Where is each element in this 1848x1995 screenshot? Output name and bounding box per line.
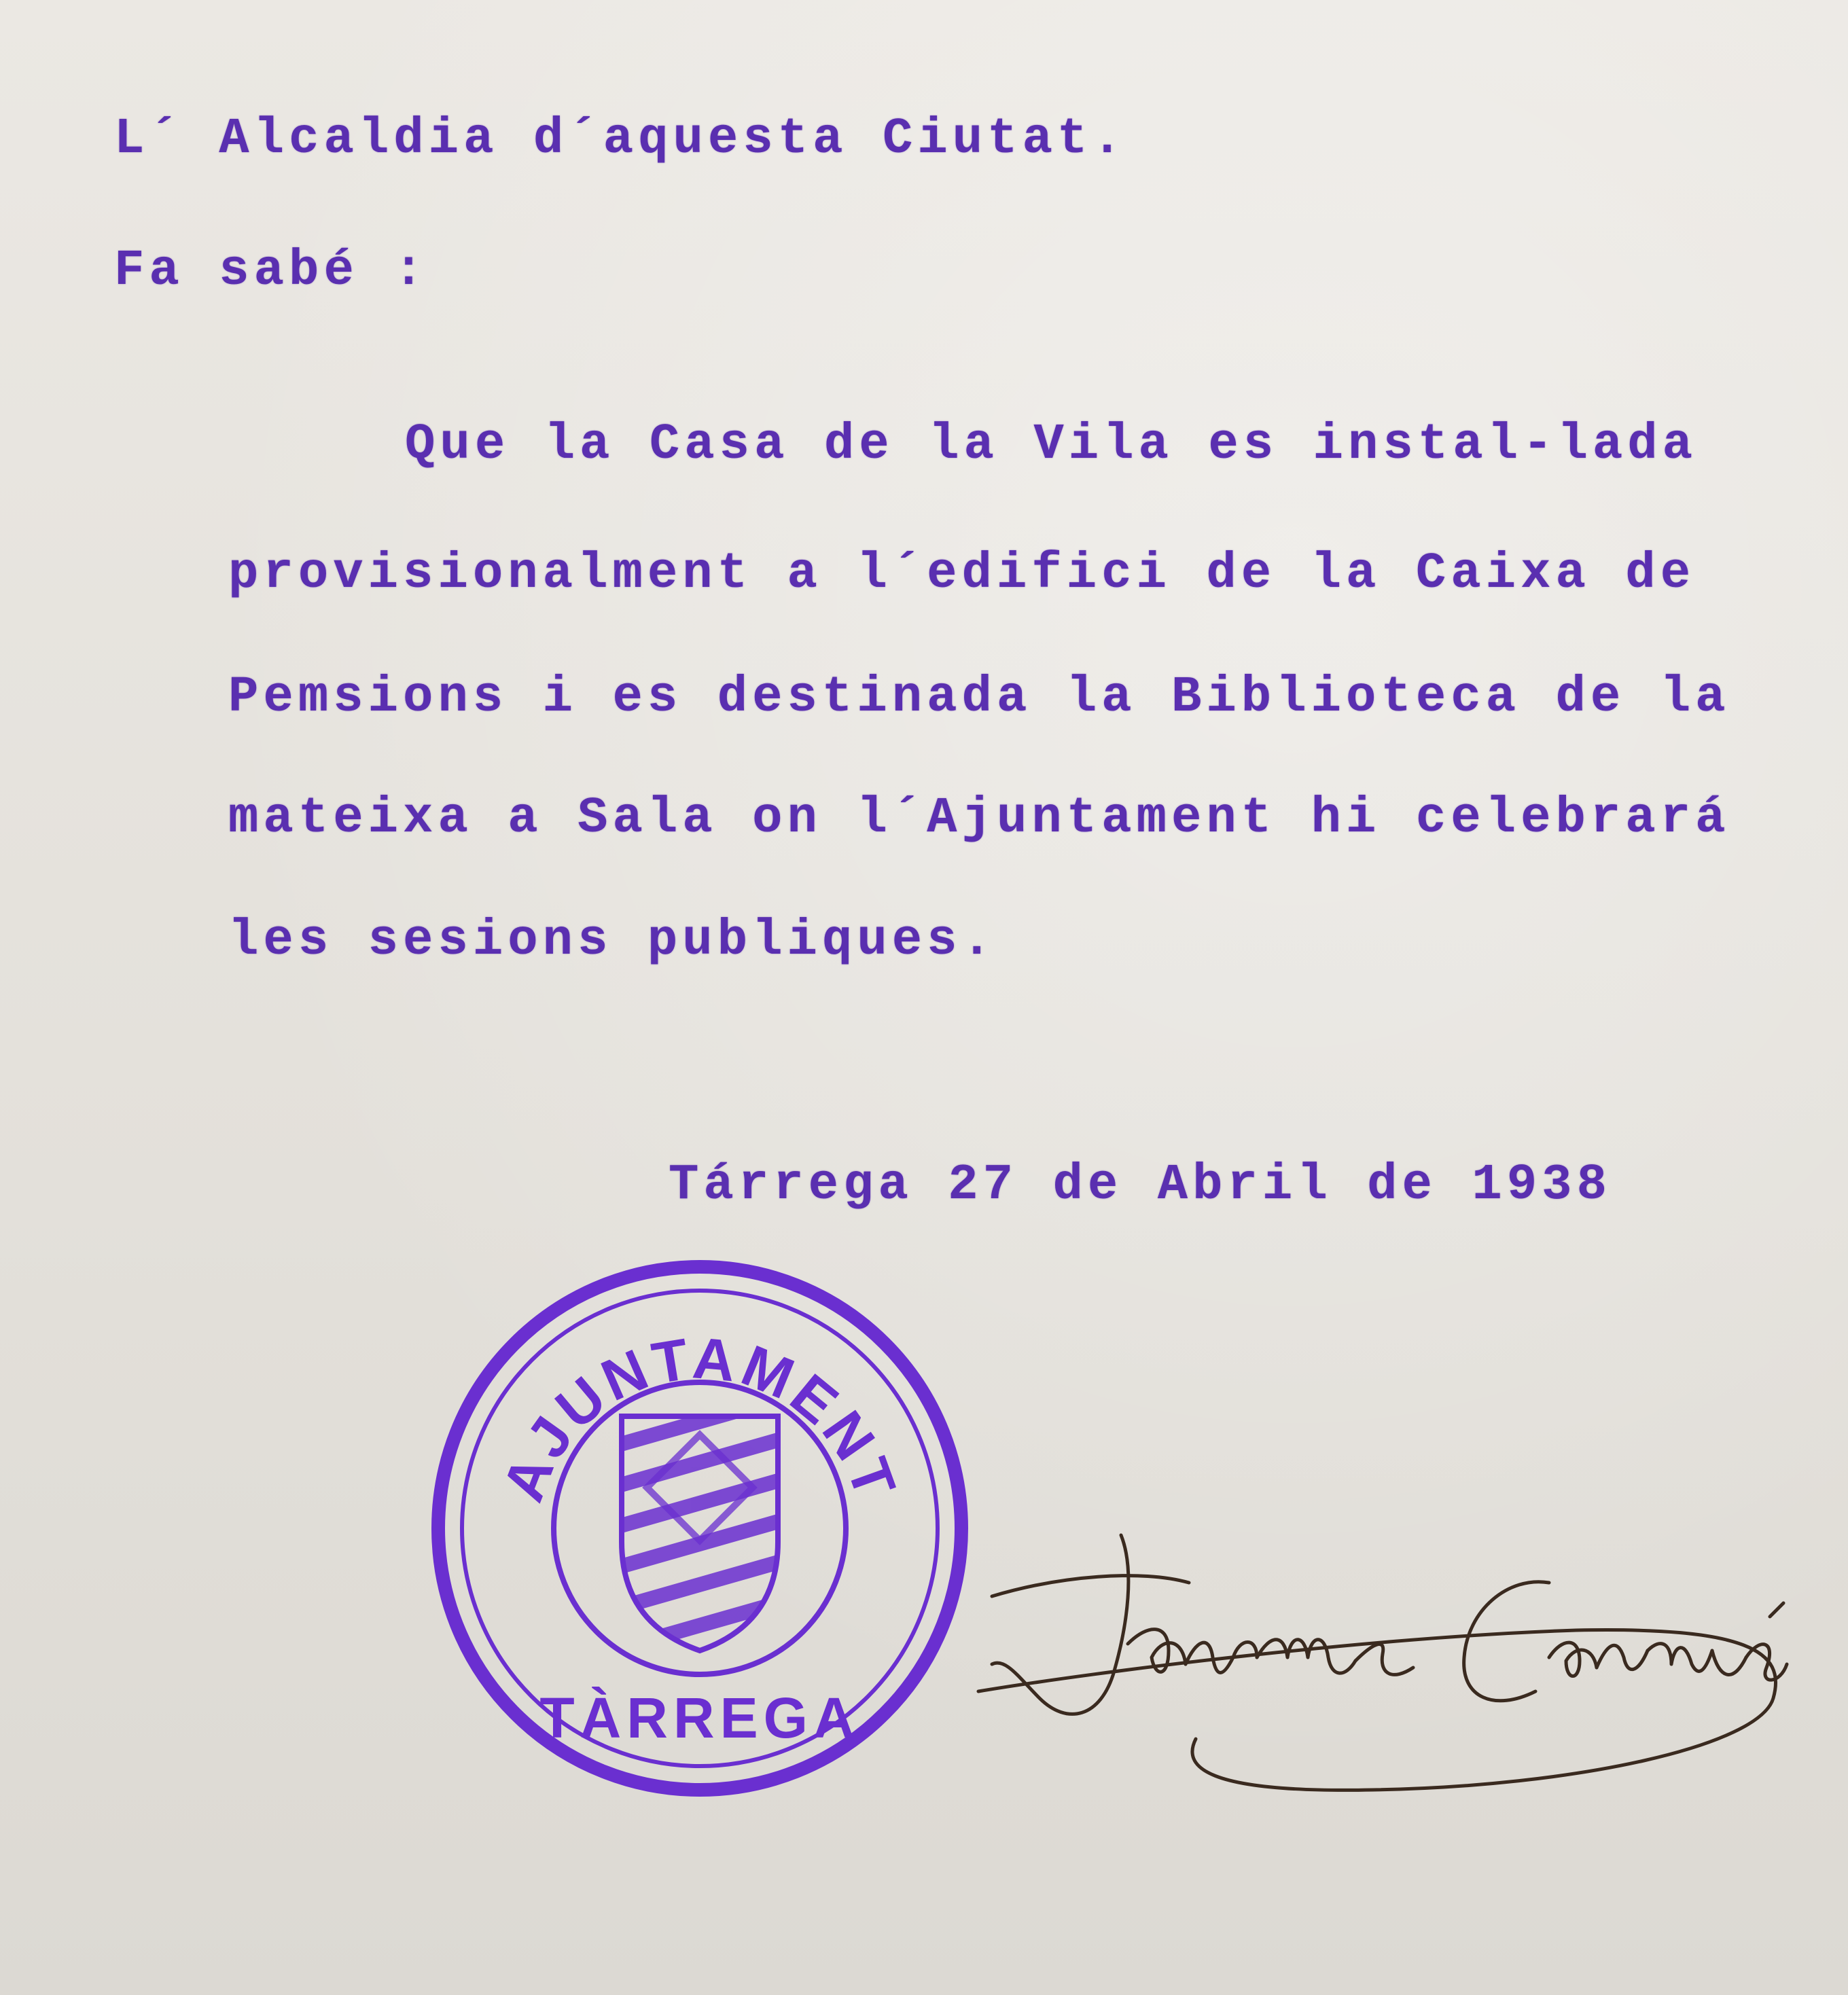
body-line: mateixa a Sala on l´Ajuntament hi celebrará (228, 790, 1730, 847)
body-line: provisionalment a l´edifici de la Caixa de (228, 545, 1696, 603)
official-stamp (428, 1257, 972, 1800)
svg-text:TÀRREGA: TÀRREGA (539, 1686, 860, 1750)
document-header: L´ Alcaldia d´aquesta Ciutat. (114, 111, 1127, 168)
body-line: Que la Casa de la Vila es instal-lada (405, 416, 1698, 473)
intro-line: Fa sabé : (114, 242, 429, 300)
signature (965, 1522, 1794, 1807)
body-line: Pemsions i es destinada la Biblioteca de la (228, 669, 1730, 726)
svg-text:AJUNTAMENT: AJUNTAMENT (490, 1325, 910, 1510)
date-line: Tárrega 27 de Abril de 1938 (669, 1157, 1612, 1214)
body-line: les sesions publiques. (228, 912, 997, 969)
